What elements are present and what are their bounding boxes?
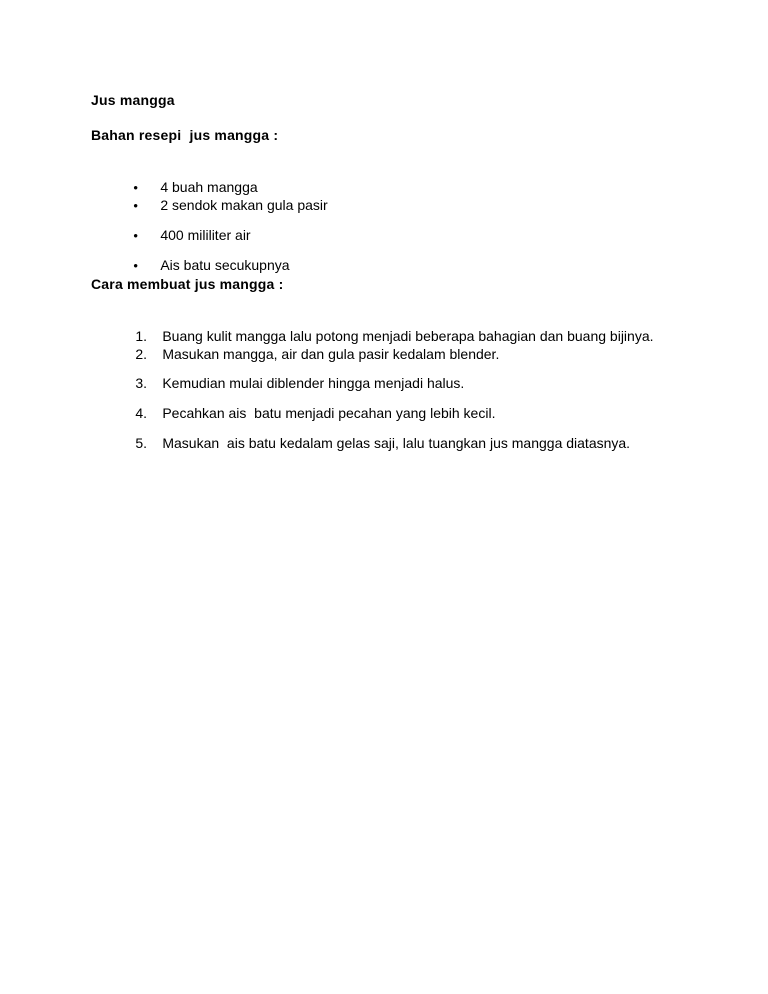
bullet-icon: • — [133, 258, 138, 273]
step-text: Buang kulit mangga lalu potong menjadi beberapa bahagian dan buang bijinya. — [162, 328, 654, 344]
bullet-icon: • — [133, 228, 138, 243]
bullet-icon: • — [133, 198, 138, 213]
document-title: Jus mangga — [91, 92, 175, 108]
ingredient-text: 2 sendok makan gula pasir — [160, 197, 328, 213]
ingredient-text: 400 mililiter air — [160, 227, 251, 243]
step-text: Masukan mangga, air dan gula pasir kedalam blender. — [162, 346, 500, 362]
step-number: 1. — [135, 328, 148, 344]
bullet-icon: • — [133, 180, 138, 195]
step-text: Kemudian mulai diblender hingga menjadi halus. — [162, 375, 465, 391]
list-item — [108, 416, 630, 470]
step-text: Masukan ais batu kedalam gelas saji, lalu tuangkan jus mangga diatasnya. — [162, 435, 631, 451]
ingredient-text: Ais batu secukupnya — [160, 257, 290, 273]
steps-heading: Cara membuat jus mangga : — [91, 276, 284, 292]
step-number: 3. — [135, 375, 148, 391]
ingredients-heading: Bahan resepi jus mangga : — [91, 127, 279, 143]
ingredient-text: 4 buah mangga — [160, 179, 258, 195]
step-number: 5. — [135, 435, 148, 451]
step-number: 2. — [135, 346, 148, 362]
step-number: 4. — [135, 405, 148, 421]
step-text: Pecahkan ais batu menjadi pecahan yang lebih kecil. — [162, 405, 496, 421]
